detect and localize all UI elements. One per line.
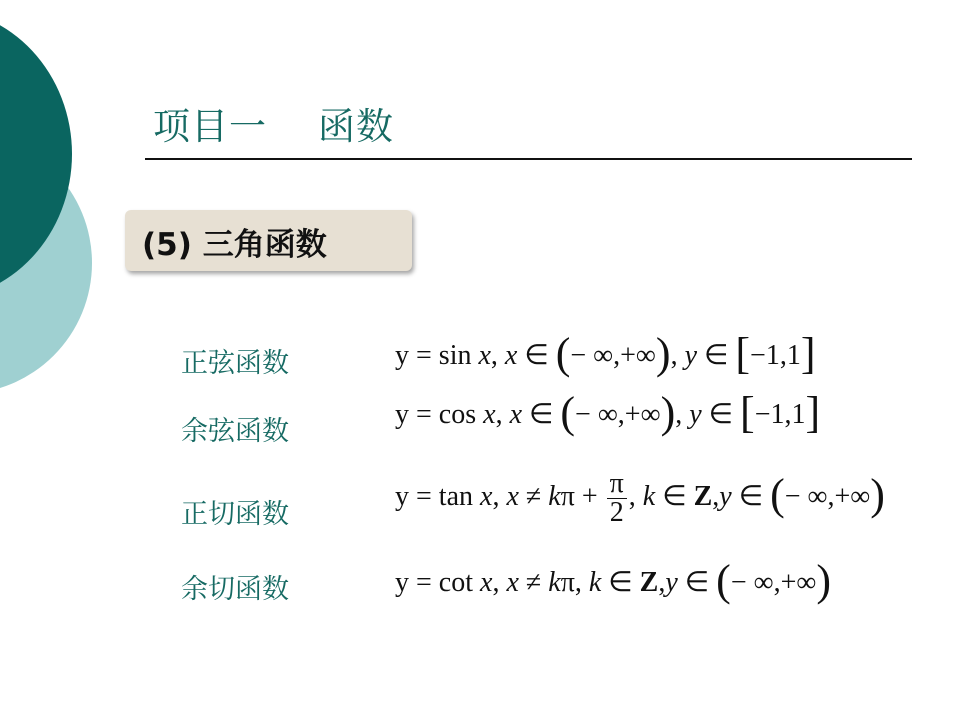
formula-cot-k: k	[548, 567, 561, 598]
formula-tan-range-sep: ,	[712, 480, 720, 512]
formula-tan-cond-rel: ≠	[518, 480, 549, 512]
formula-sin-range-var: y	[684, 340, 697, 371]
formula-tan-pi: π	[560, 480, 575, 512]
formula-cos-domain-var: x	[509, 399, 522, 430]
formula-tan-sep: ,	[492, 480, 507, 512]
formula-tan-lhs: y = tan	[395, 480, 480, 512]
function-name-sin: 正弦函数	[181, 348, 289, 379]
formula-cot-pi: π	[560, 567, 575, 598]
formula-tan-fraction	[607, 470, 627, 527]
formula-tan-k-rel: ∈	[655, 480, 694, 512]
formula-sin-range-sep: ,	[670, 340, 685, 371]
formula-cot-range-var: y	[665, 567, 678, 598]
formula-cos-domain: − ∞,+∞	[575, 399, 661, 430]
formula-cot-integer-set: Z	[639, 567, 659, 598]
formula-cot-range-rel: ∈	[677, 567, 717, 598]
formula-tan-var: x	[480, 480, 493, 512]
formula-cos-lhs: y = cos	[395, 399, 484, 430]
title-divider	[145, 158, 912, 160]
formula-cos-var: x	[483, 399, 496, 430]
formula-cot-paren-close: )	[816, 556, 831, 605]
formula-cot-sep: ,	[492, 567, 507, 598]
formula-sin-sep: ,	[490, 340, 505, 371]
formula-sin-domain-rel: ∈	[517, 340, 556, 371]
formula-sin-domain-var: x	[504, 340, 518, 371]
formula-tan-range-var: y	[719, 480, 732, 512]
formula-cos-paren-close: )	[660, 388, 676, 437]
formula-cos-bracket-open: [	[740, 388, 755, 437]
formula-cot-k-var: k	[588, 567, 602, 598]
formula-tan-range: − ∞,+∞	[784, 480, 871, 512]
formula-cot-paren-open: (	[716, 556, 731, 605]
formula-sin-range: −1,1	[750, 340, 801, 371]
formula-tan-paren-open: (	[770, 469, 785, 519]
formula-cot-range-sep: ,	[658, 567, 666, 598]
formula-cot	[395, 556, 831, 605]
formula-cot-cond-rel: ≠	[518, 567, 549, 598]
formula-tan-paren-close: )	[870, 469, 885, 519]
formula-cos-bracket-close: ]	[805, 388, 821, 437]
formula-sin-domain: − ∞,+∞	[570, 340, 656, 371]
formula-sin-bracket-open: [	[735, 329, 751, 378]
formula-sin-lhs: y = sin	[395, 340, 479, 371]
formula-tan-plus: +	[574, 480, 605, 512]
formula-tan-k-var: k	[642, 480, 656, 512]
function-name-cos: 余弦函数	[181, 416, 289, 447]
function-name-cot: 余切函数	[181, 574, 289, 605]
formula-sin-var: x	[478, 340, 491, 371]
formula-cos-range-sep: ,	[675, 399, 690, 430]
formula-tan-k: k	[548, 480, 561, 512]
formula-cot-k-rel: ∈	[601, 567, 640, 598]
formula-cot-var: x	[480, 567, 493, 598]
formula-cos-range: −1,1	[754, 399, 806, 430]
formula-sin-paren-close: )	[655, 329, 671, 378]
formula-cot-cond-var: x	[506, 567, 519, 598]
formula-cos-range-var: y	[689, 399, 702, 430]
formula-tan-k-sep: ,	[628, 480, 643, 512]
formula-tan-integer-set: Z	[693, 480, 713, 512]
formula-sin-paren-open: (	[555, 329, 571, 378]
function-name-tan: 正切函数	[181, 499, 289, 530]
formula-tan	[395, 470, 885, 527]
formula-sin-range-rel: ∈	[697, 340, 736, 371]
formula-tan-range-rel: ∈	[731, 480, 771, 512]
formula-cot-lhs: y = cot	[395, 567, 480, 598]
formula-cot-k-sep: ,	[574, 567, 589, 598]
formula-tan-frac-den: 2	[609, 497, 624, 528]
formula-cos-paren-open: (	[560, 388, 576, 437]
formula-cos-sep: ,	[495, 399, 510, 430]
formula-sin	[395, 329, 816, 378]
formula-cos	[395, 388, 821, 437]
formula-sin-bracket-close: ]	[800, 329, 816, 378]
section-label: (5) 三角函数	[142, 227, 327, 263]
formula-tan-frac-num: π	[607, 470, 627, 499]
formula-cos-range-rel: ∈	[701, 399, 741, 430]
formula-cos-domain-rel: ∈	[522, 399, 561, 430]
formula-tan-cond-var: x	[506, 480, 519, 512]
formula-cot-range: − ∞,+∞	[730, 567, 817, 598]
slide-title: 项目一 函数	[153, 105, 395, 148]
